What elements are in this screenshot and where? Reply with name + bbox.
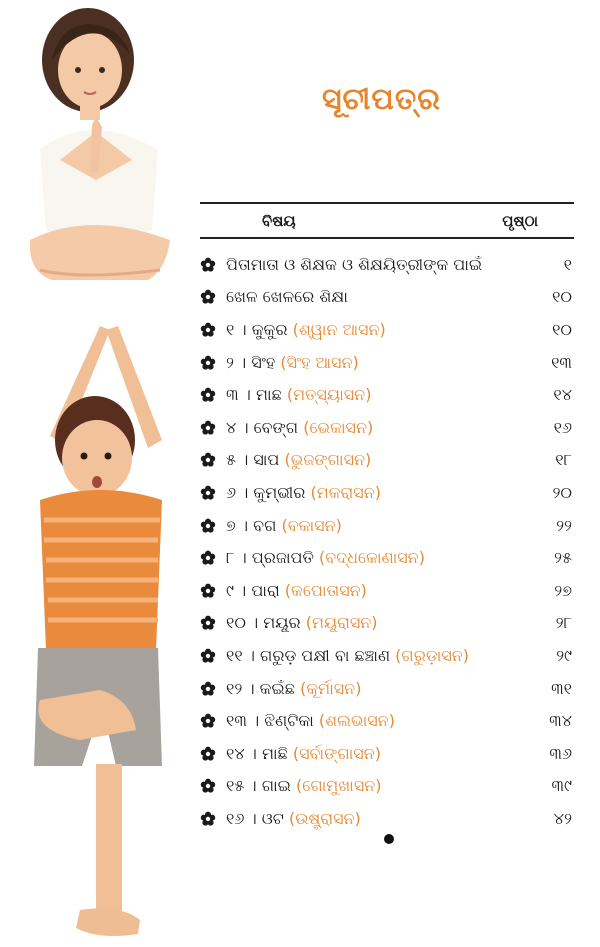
table-of-contents — [200, 202, 574, 835]
flower-bullet-icon — [200, 550, 216, 566]
end-dot — [384, 834, 394, 844]
children-yoga-photo — [0, 0, 210, 947]
entry-text: ପିତାମାତା ଓ ଶିକ୍ଷକ ଓ ଶିକ୍ଷୟିତ୍ରୀଙ୍କ ପାଇଁ — [226, 254, 483, 274]
flower-bullet-icon — [200, 257, 216, 273]
toc-entry — [200, 770, 574, 803]
page-number: ୩୪ — [549, 711, 572, 731]
entry-text: ୮ । ପ୍ରଜାପତି — [226, 548, 314, 568]
toc-entries — [200, 249, 574, 836]
open-paren: ( — [284, 450, 291, 470]
flower-bullet-icon — [200, 778, 216, 794]
toc-entry — [200, 249, 574, 282]
toc-entry — [200, 640, 574, 673]
close-paren: ) — [365, 385, 372, 405]
asana-name: ବଦ୍ଧକୋଣାସନ — [325, 548, 419, 568]
open-paren: ( — [292, 319, 299, 339]
page-column-header: ପୃଷ୍ଠା — [502, 211, 538, 230]
page-number: ୨୨ — [556, 515, 572, 535]
close-paren: ) — [375, 776, 382, 796]
page-number: ୧୦ — [552, 319, 572, 339]
entry-title — [226, 516, 528, 536]
toc-header — [200, 204, 574, 237]
page-number: ୧୩ — [551, 352, 572, 372]
open-paren: ( — [305, 613, 312, 633]
flower-bullet-icon — [200, 387, 216, 403]
boy-figure — [34, 326, 162, 936]
entry-text: ୧୧ । ଗରୁଡ଼ ପକ୍ଷୀ ବା ଛଞ୍ଚାଣ — [226, 645, 391, 665]
entry-text: ୧୬ । ଓଟ — [226, 808, 284, 828]
page-number: ୩୧ — [551, 678, 572, 698]
open-paren: ( — [303, 417, 310, 437]
open-paren: ( — [280, 352, 287, 372]
entry-title — [226, 320, 528, 340]
page-number: ୩୯ — [551, 776, 572, 796]
entry-title — [226, 809, 528, 829]
asana-name: କପୋତାସନ — [291, 580, 361, 600]
close-paren: ) — [374, 743, 381, 763]
toc-entry — [200, 509, 574, 542]
entry-text: ୯ । ପାରା — [226, 580, 280, 600]
asana-name: ଶ୍ୱାନ ଆସନ — [298, 319, 380, 339]
entry-title — [226, 353, 528, 373]
entry-text: ୧୦ । ମୟୂର — [226, 613, 301, 633]
page-number: ୨୮ — [555, 613, 572, 633]
flower-bullet-icon — [200, 485, 216, 501]
entry-title — [226, 776, 528, 796]
flower-bullet-icon — [200, 355, 216, 371]
entry-text: ୬ । କୁମ୍ଭୀର — [226, 482, 306, 502]
flower-bullet-icon — [200, 713, 216, 729]
asana-name: ବକାସନ — [287, 515, 336, 535]
entry-title — [226, 646, 528, 666]
flower-bullet-icon — [200, 452, 216, 468]
asana-name: ସିଂହ ଆସନ — [286, 352, 353, 372]
close-paren: ) — [365, 450, 372, 470]
entry-text: ଖେଳ ଖେଳରେ ଶିକ୍ଷା — [226, 287, 348, 307]
open-paren: ( — [300, 678, 307, 698]
toc-entry — [200, 607, 574, 640]
page-number: ୩୬ — [549, 743, 572, 763]
subject-column-header: ବିଷୟ — [262, 211, 296, 230]
toc-entry — [200, 542, 574, 575]
open-paren: ( — [284, 580, 292, 600]
toc-entry — [200, 672, 574, 705]
open-paren: ( — [296, 776, 303, 796]
flower-bullet-icon — [200, 746, 216, 762]
flower-bullet-icon — [200, 322, 216, 338]
open-paren: ( — [288, 808, 296, 828]
flower-bullet-icon — [200, 583, 216, 599]
page-number: ୨୭ — [554, 580, 572, 600]
entry-text: ୪ । ବେଙ୍ଗ — [226, 417, 299, 437]
entry-title — [226, 255, 528, 275]
asana-name: ମୟୂରାସନ — [311, 613, 372, 633]
entry-text: ୨ । ସିଂହ — [226, 352, 276, 372]
asana-name: କୂର୍ମାସନ — [306, 678, 356, 698]
asana-name: ମକରାସନ — [316, 482, 375, 502]
entry-title — [226, 581, 528, 601]
close-paren: ) — [462, 645, 470, 665]
close-paren: ) — [360, 580, 367, 600]
toc-entry — [200, 705, 574, 738]
open-paren: ( — [310, 482, 317, 502]
open-paren: ( — [286, 385, 294, 405]
girl-figure — [30, 8, 170, 280]
toc-entry — [200, 281, 574, 314]
entry-text: ୧ । କୁକୁର — [226, 319, 288, 339]
open-paren: ( — [318, 711, 326, 731]
page-number: ୧ — [563, 254, 572, 274]
close-paren: ) — [418, 548, 425, 568]
page-number: ୧୬ — [553, 417, 572, 437]
flower-bullet-icon — [200, 648, 216, 664]
toc-entry — [200, 379, 574, 412]
entry-text: ୧୩ । ଝିଣ୍ଟିକା — [226, 711, 314, 731]
flower-bullet-icon — [200, 681, 216, 697]
toc-entry — [200, 803, 574, 836]
flower-bullet-icon — [200, 615, 216, 631]
toc-entry — [200, 574, 574, 607]
entry-title — [226, 418, 528, 438]
entry-title — [226, 679, 528, 699]
close-paren: ) — [352, 352, 359, 372]
entry-title — [226, 744, 528, 764]
entry-text: ୩ । ମାଛ — [226, 385, 282, 405]
open-paren: ( — [395, 645, 402, 665]
flower-bullet-icon — [200, 811, 216, 827]
toc-entry — [200, 444, 574, 477]
entry-title — [226, 450, 528, 470]
entry-text: ୭ । ବଗ — [226, 515, 277, 535]
entry-title — [226, 548, 528, 568]
page-number: ୧୪ — [553, 385, 572, 405]
close-paren: ) — [354, 808, 361, 828]
entry-title — [226, 385, 528, 405]
asana-name: ଭେକାସନ — [309, 417, 367, 437]
open-paren: ( — [281, 515, 288, 535]
entry-title — [226, 613, 528, 633]
toc-entry — [200, 737, 574, 770]
close-paren: ) — [335, 515, 342, 535]
asana-name: ଗରୁଡ଼ାସନ — [401, 645, 463, 665]
close-paren: ) — [366, 417, 374, 437]
entry-text: ୫ । ସାପ — [226, 450, 280, 470]
asana-name: ଗୋମୁଖାସନ — [302, 776, 376, 796]
page-number: ୧୦ — [552, 287, 572, 307]
asana-name: ମତ୍ସ୍ୟାସନ — [293, 385, 366, 405]
toc-entry — [200, 477, 574, 510]
flower-bullet-icon — [200, 289, 216, 305]
close-paren: ) — [371, 613, 378, 633]
close-paren: ) — [379, 319, 386, 339]
toc-entry — [200, 314, 574, 347]
open-paren: ( — [319, 548, 326, 568]
entry-text: ୧୫ । ଗାଇ — [226, 776, 291, 796]
asana-name: ଉଷ୍ଟ୍ରାସନ — [295, 808, 355, 828]
flower-bullet-icon — [200, 518, 216, 534]
page-number: ୨୦ — [552, 482, 572, 502]
page-title: ସୂଚୀପତ୍ର — [322, 82, 441, 117]
header-bottom-rule — [200, 237, 574, 239]
asana-name: ସର୍ବାଙ୍ଗାସନ — [299, 743, 375, 763]
page-number: ୨୫ — [554, 548, 572, 568]
asana-name: ଶଲଭାସନ — [325, 711, 389, 731]
entry-title — [226, 483, 528, 503]
entry-title — [226, 711, 528, 731]
asana-name: ଭୁଜଙ୍ଗାସନ — [290, 450, 366, 470]
toc-entry — [200, 346, 574, 379]
entry-title — [226, 287, 528, 307]
close-paren: ) — [374, 482, 381, 502]
entry-text: ୧୪ । ମାଛି — [226, 743, 288, 763]
flower-bullet-icon — [200, 420, 216, 436]
page-number: ୨୯ — [556, 645, 572, 665]
entry-text: ୧୨ । କଇଁଛ — [226, 678, 295, 698]
open-paren: ( — [292, 743, 300, 763]
close-paren: ) — [355, 678, 362, 698]
toc-entry — [200, 411, 574, 444]
page-number: ୪୨ — [553, 808, 572, 828]
page-number: ୧୮ — [555, 450, 572, 470]
close-paren: ) — [388, 711, 395, 731]
